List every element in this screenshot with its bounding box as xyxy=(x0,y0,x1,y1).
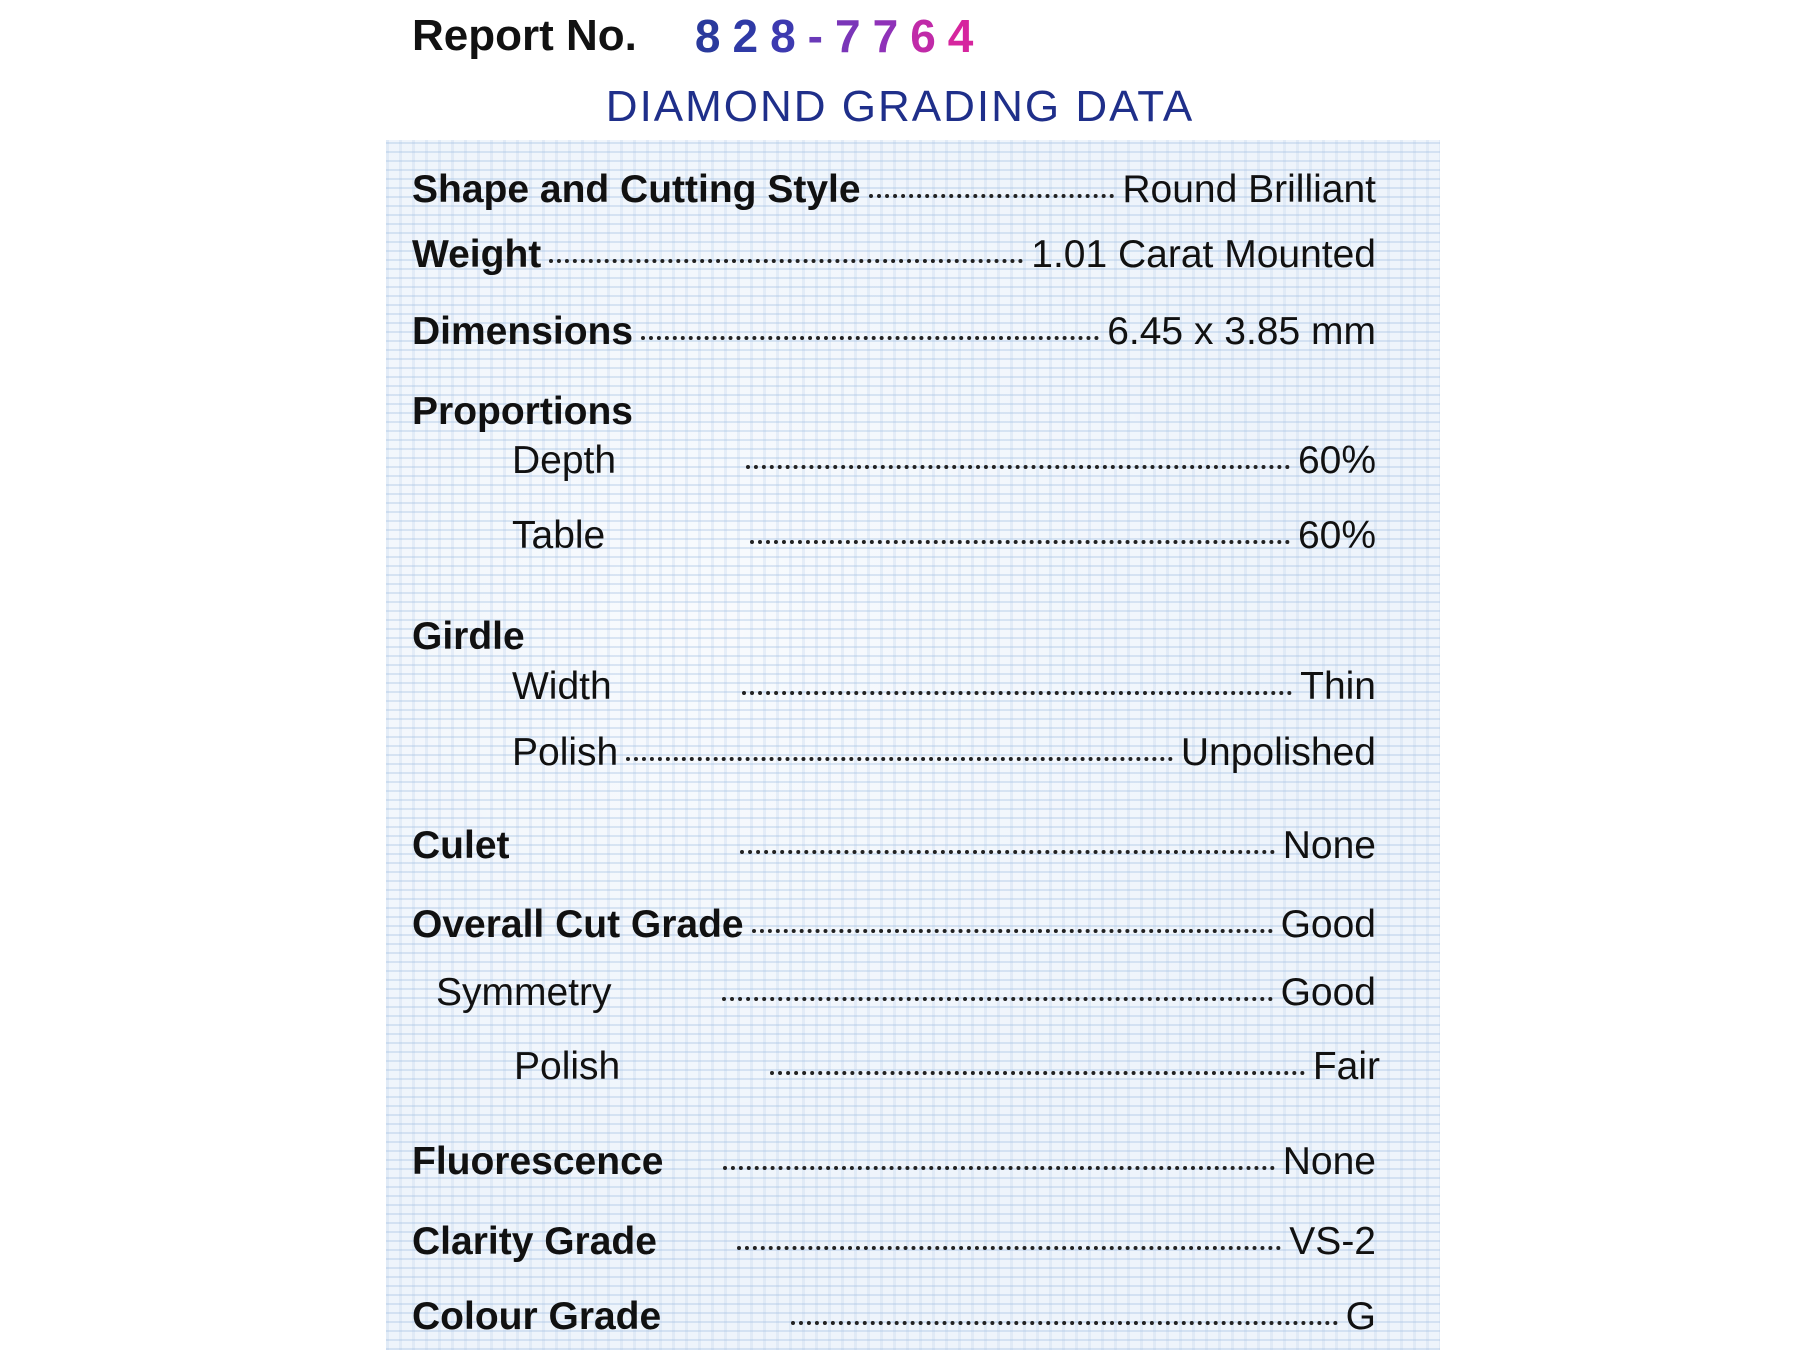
overall-cut-value: Good xyxy=(1280,903,1376,946)
report-number-char: 8 xyxy=(770,10,808,62)
shape-value: Round Brilliant xyxy=(1122,168,1376,211)
girdle-polish-label: Polish xyxy=(512,731,619,774)
colour-label: Colour Grade xyxy=(412,1295,662,1338)
leader-dots xyxy=(737,1246,1281,1250)
clarity-label: Clarity Grade xyxy=(412,1220,657,1263)
overall-cut-label: Overall Cut Grade xyxy=(412,903,744,946)
colour-value: G xyxy=(1345,1295,1376,1338)
report-number-char: - xyxy=(807,10,835,62)
row-clarity-grade xyxy=(412,1222,1376,1261)
leader-dots xyxy=(752,929,1273,933)
leader-dots xyxy=(626,757,1173,761)
report-number-value xyxy=(695,9,985,63)
page-title: DIAMOND GRADING DATA xyxy=(605,82,1195,131)
girdle-polish-value: Unpolished xyxy=(1180,731,1376,774)
cut-polish-value: Fair xyxy=(1312,1045,1380,1088)
report-number-char: 8 xyxy=(694,10,733,62)
report-number-char: 2 xyxy=(732,10,771,62)
report-number-char: 6 xyxy=(910,10,948,62)
symmetry-value: Good xyxy=(1280,971,1376,1014)
leader-dots xyxy=(722,997,1273,1001)
girdle-heading: Girdle xyxy=(412,615,525,658)
table-label: Table xyxy=(512,514,606,557)
report-number-char: 7 xyxy=(835,10,873,62)
leader-dots xyxy=(723,1166,1274,1170)
leader-dots xyxy=(746,465,1290,469)
fluorescence-value: None xyxy=(1282,1140,1376,1183)
row-fluorescence xyxy=(412,1142,1376,1181)
leader-dots xyxy=(740,850,1275,854)
row-colour-grade xyxy=(412,1297,1376,1336)
depth-value: 60% xyxy=(1297,439,1376,482)
girdle-width-label: Width xyxy=(512,665,612,708)
girdle-width-value: Thin xyxy=(1300,665,1376,708)
row-overall-cut-grade xyxy=(412,905,1376,944)
row-table xyxy=(512,516,1376,555)
row-depth xyxy=(512,441,1376,480)
leader-dots xyxy=(742,691,1292,695)
row-weight xyxy=(412,235,1376,274)
row-shape-cutting-style xyxy=(412,170,1376,209)
row-girdle-width xyxy=(512,667,1376,706)
report-number-line xyxy=(412,6,985,66)
culet-label: Culet xyxy=(412,824,510,867)
leader-dots xyxy=(641,336,1099,340)
depth-label: Depth xyxy=(512,439,617,482)
leader-dots xyxy=(791,1321,1337,1325)
fluorescence-label: Fluorescence xyxy=(412,1140,664,1183)
row-symmetry xyxy=(436,973,1376,1012)
cut-polish-label: Polish xyxy=(514,1045,621,1088)
weight-label: Weight xyxy=(412,233,542,276)
symmetry-label: Symmetry xyxy=(436,971,612,1014)
dimensions-label: Dimensions xyxy=(412,310,634,353)
table-value: 60% xyxy=(1297,514,1376,557)
leader-dots xyxy=(869,194,1115,198)
report-number-label: Report No. xyxy=(412,11,637,60)
proportions-heading: Proportions xyxy=(412,390,633,433)
dimensions-value: 6.45 x 3.85 mm xyxy=(1107,310,1376,353)
report-number-char: 7 xyxy=(872,10,911,62)
leader-dots xyxy=(770,1071,1305,1075)
row-culet xyxy=(412,826,1376,865)
row-girdle-polish xyxy=(512,733,1376,772)
weight-value: 1.01 Carat Mounted xyxy=(1031,233,1376,276)
row-dimensions xyxy=(412,312,1376,351)
report-number-char: 4 xyxy=(947,10,986,62)
culet-value: None xyxy=(1282,824,1376,867)
leader-dots xyxy=(750,540,1290,544)
row-cut-polish xyxy=(514,1047,1380,1086)
shape-label: Shape and Cutting Style xyxy=(412,168,861,211)
leader-dots xyxy=(549,259,1023,263)
clarity-value: VS-2 xyxy=(1289,1220,1376,1263)
